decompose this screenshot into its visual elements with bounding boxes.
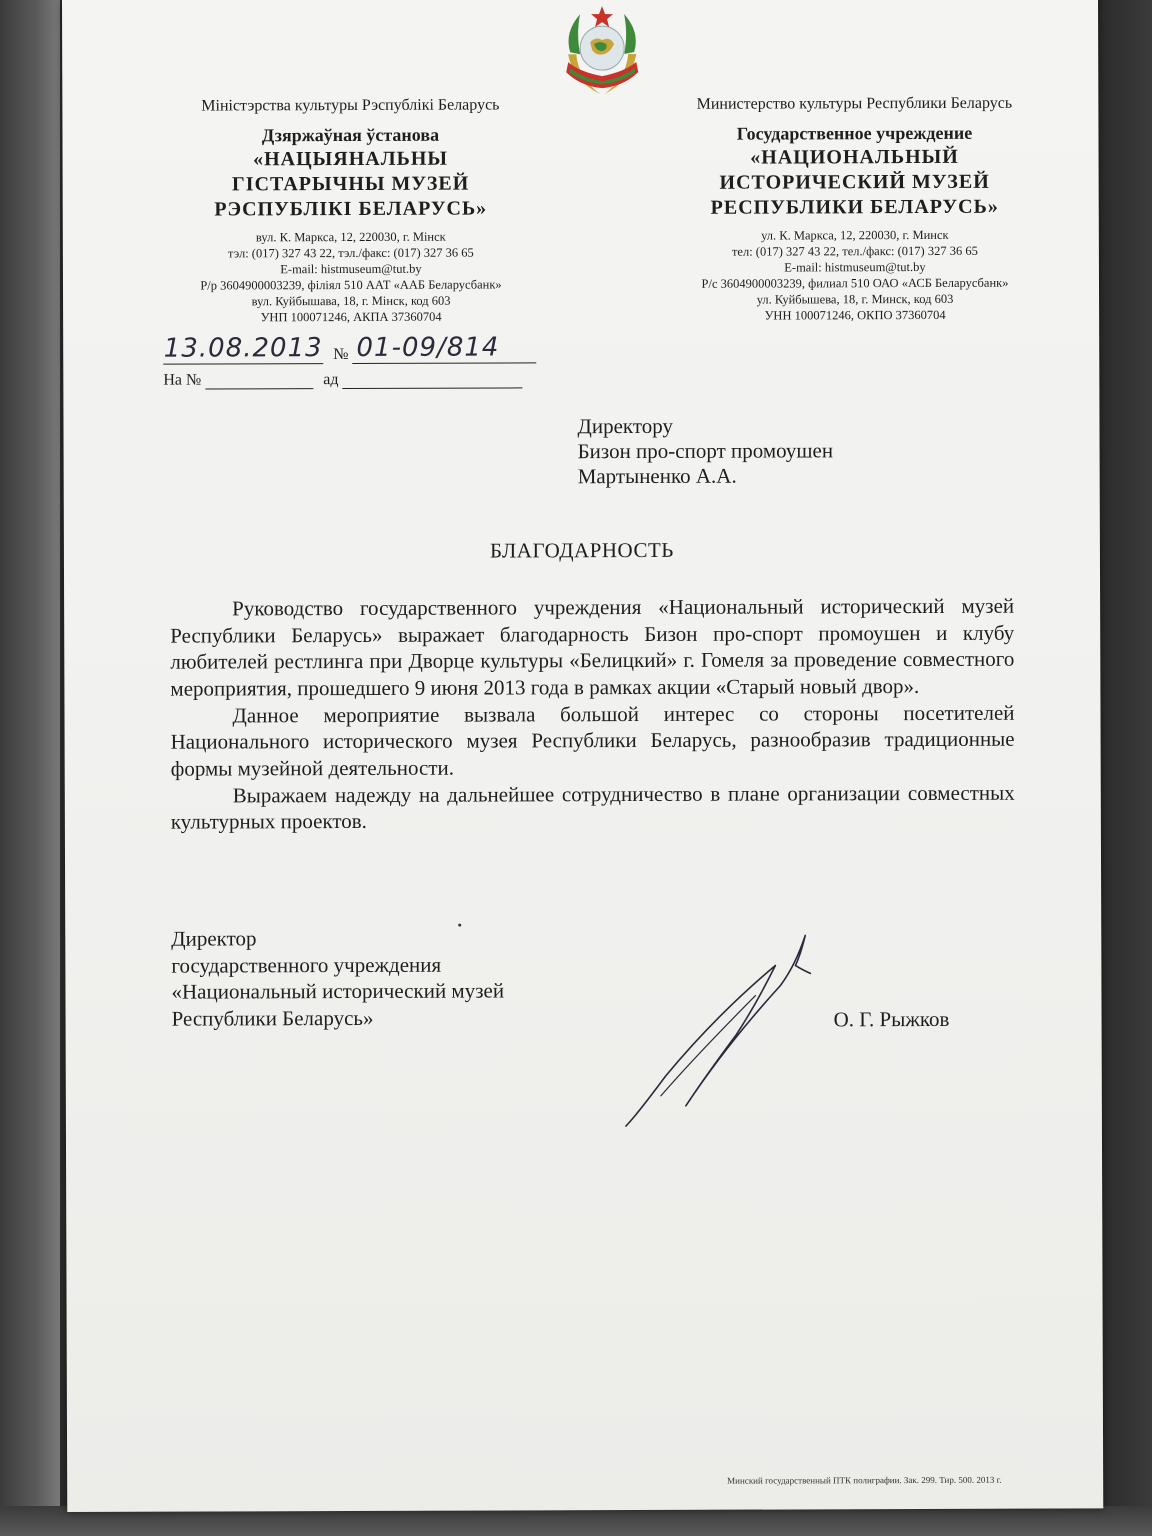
institution-name-ru-line1: «НАЦИОНАЛЬНЫЙ: [750, 145, 959, 169]
body-paragraph-3: Выражаем надежду на дальнейшее сотрудничество в плане организации совместных культурных проектов.: [170, 780, 1015, 834]
tax-id-line: УНП 100071246, АКПА 37360704: [260, 309, 442, 325]
state-emblem-icon: [550, 2, 654, 102]
background-left: [0, 0, 60, 1536]
tax-id-line: УНН 100071246, ОКПО 37360704: [764, 307, 946, 323]
address-line: ул. К. Маркса, 12, 220030, г. Минск: [761, 227, 949, 243]
signer-org-line3: Республики Беларусь»: [171, 1005, 374, 1031]
address-by: [151, 228, 551, 325]
institution-name-by-line1: «НАЦЫЯНАЛЬНЫ: [253, 147, 449, 171]
letter-body: [170, 593, 1015, 836]
document-title: БЛАГОДАРНОСТЬ: [489, 537, 674, 563]
number-label: №: [333, 346, 349, 364]
institution-name-by-line3: РЭСПУБЛІКІ БЕЛАРУСЬ»: [214, 197, 488, 221]
signer-position: Директор: [171, 926, 257, 951]
addressee-company: Бизон про-спорт промоушен: [577, 438, 834, 464]
reference-date-blank: [342, 371, 522, 389]
addressee-person: Мартыненко А.А.: [577, 464, 737, 489]
institution-type-ru: Государственное учреждение: [736, 123, 973, 145]
ministry-name-by: Міністэрства культуры Рэспублікі Беларусь: [201, 96, 500, 115]
email-line: E-mail: histmuseum@tut.by: [280, 261, 422, 277]
bank-account-line: Р/с 3604900003239, филиал 510 ОАО «АСБ Беларусбанк»: [701, 275, 1009, 291]
reference-number-blank: [205, 372, 313, 389]
reference-from-label: ад: [323, 371, 339, 389]
addressee: [577, 413, 833, 489]
institution-name-ru-line3: РЕСПУБЛИКИ БЕЛАРУСЬ»: [710, 195, 999, 219]
institution-name-by-line2: ГІСТАРЫЧНЫ МУЗЕЙ: [231, 172, 470, 196]
bank-address-line: ул. Куйбышева, 18, г. Минск, код 603: [756, 291, 954, 307]
signer-name: О. Г. Рыжков: [833, 1006, 950, 1032]
registration-date: 13.08.2013: [163, 333, 323, 364]
header-russian: [654, 95, 1055, 324]
addressee-position: Директору: [577, 413, 673, 439]
body-paragraph-1: Руководство государственного учреждения «Национальный исторический музей Республики Беларусь» выражает благодарность Бизон про-спорт промоушен и клубу любителей рестлинга при Дворце культуры «Белицкий» г. Гомеля за проведение совместного мероприятия, прошедшего 9 июня 2013 года в рамках акции «Старый новый двор».: [170, 593, 1015, 701]
bank-address-line: вул. Куйбышава, 18, г. Мінск, код 603: [251, 293, 451, 309]
phone-line: тэл: (017) 327 43 22, тэл./факс: (017) 327 36 65: [228, 245, 474, 261]
ministry-name-ru: Министерство культуры Республики Беларусь: [696, 94, 1013, 113]
reference-label: На №: [163, 371, 202, 389]
signer-org-line2: «Национальный исторический музей: [171, 978, 505, 1004]
handwritten-signature-icon: [605, 925, 846, 1136]
reference-line: [163, 370, 522, 389]
institution-name-ru-line2: ИСТОРИЧЕСКИЙ МУЗЕЙ: [719, 170, 990, 194]
bank-account-line: Р/р 3604900003239, філіял 510 ААТ «ААБ Беларусбанк»: [200, 277, 502, 293]
registration-number: 01-09/814: [352, 332, 536, 364]
institution-type-by: Дзяржаўная ўстанова: [261, 125, 440, 146]
body-paragraph-2: Данное мероприятие вызвала большой интерес со стороны посетителей Национального исторического музея Республики Беларусь, разнообразив традиционные формы музейной деятельности.: [170, 700, 1015, 781]
header-belarusian: [150, 96, 551, 325]
letter-sheet: [62, 0, 1103, 1512]
phone-line: тел: (017) 327 43 22, тел./факс: (017) 327 36 65: [731, 243, 978, 259]
email-line: E-mail: histmuseum@tut.by: [784, 260, 926, 275]
signer-org-line1: государственного учреждения: [171, 952, 442, 978]
address-ru: [655, 227, 1055, 324]
registration-line: [163, 332, 536, 364]
printer-footer: Минский государственный ПТК полиграфии. Зак. 299. Тир. 500. 2013 г.: [727, 1474, 1002, 1486]
signature-block: [171, 924, 504, 1032]
address-line: вул. К. Маркса, 12, 220030, г. Мінск: [255, 229, 446, 245]
